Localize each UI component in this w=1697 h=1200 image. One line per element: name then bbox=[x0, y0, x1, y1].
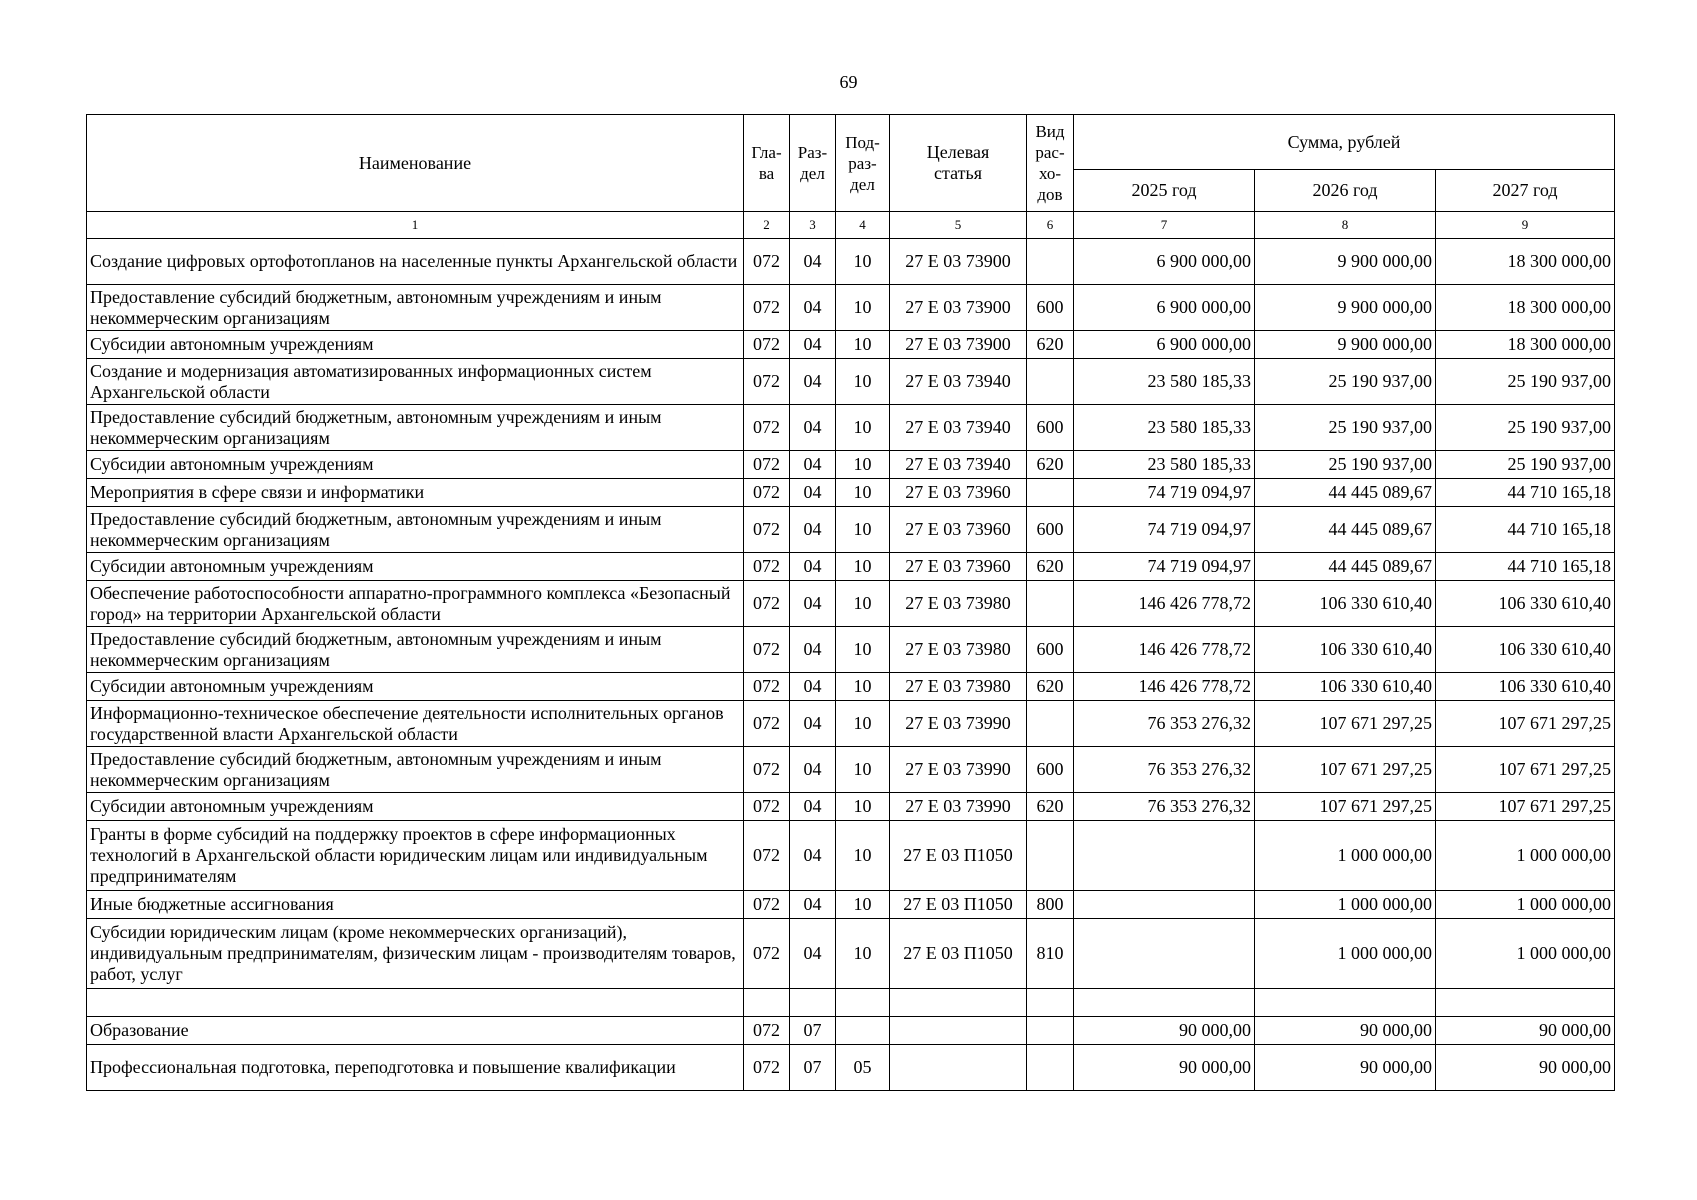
row-chapter: 072 bbox=[744, 821, 790, 891]
row-section: 04 bbox=[790, 627, 836, 673]
row-sum-2026: 106 330 610,40 bbox=[1255, 673, 1436, 701]
row-expense-type: 620 bbox=[1027, 793, 1074, 821]
row-subsection: 10 bbox=[836, 553, 890, 581]
row-sum-2025 bbox=[1074, 919, 1255, 989]
row-sum-2027: 18 300 000,00 bbox=[1436, 239, 1615, 285]
row-sum-2026: 107 671 297,25 bbox=[1255, 701, 1436, 747]
row-subsection: 10 bbox=[836, 239, 890, 285]
header-name: Наименование bbox=[87, 115, 744, 212]
row-expense-type: 600 bbox=[1027, 507, 1074, 553]
row-expense-type: 600 bbox=[1027, 747, 1074, 793]
column-number-row bbox=[87, 212, 1615, 239]
row-sum-2027: 1 000 000,00 bbox=[1436, 891, 1615, 919]
row-chapter: 072 bbox=[744, 627, 790, 673]
row-sum-2025: 74 719 094,97 bbox=[1074, 479, 1255, 507]
column-number: 2 bbox=[744, 212, 790, 239]
column-number: 6 bbox=[1027, 212, 1074, 239]
row-subsection: 10 bbox=[836, 747, 890, 793]
row-name: Предоставление субсидий бюджетным, автономным учреждениям и иным некоммерческим организациям bbox=[87, 747, 744, 793]
row-section bbox=[790, 989, 836, 1017]
row-subsection: 10 bbox=[836, 479, 890, 507]
header-expense-type bbox=[1027, 115, 1074, 212]
header-chapter bbox=[744, 115, 790, 212]
row-sum-2026: 1 000 000,00 bbox=[1255, 821, 1436, 891]
row-sum-2025 bbox=[1074, 821, 1255, 891]
row-section: 04 bbox=[790, 451, 836, 479]
table-row bbox=[87, 451, 1615, 479]
header-year-2026: 2026 год bbox=[1255, 170, 1436, 212]
row-sum-2027: 18 300 000,00 bbox=[1436, 331, 1615, 359]
row-target: 27 Е 03 П1050 bbox=[890, 891, 1027, 919]
row-section: 04 bbox=[790, 793, 836, 821]
column-number: 9 bbox=[1436, 212, 1615, 239]
row-sum-2027: 107 671 297,25 bbox=[1436, 701, 1615, 747]
row-section: 07 bbox=[790, 1017, 836, 1045]
row-sum-2025: 90 000,00 bbox=[1074, 1045, 1255, 1091]
row-sum-2027: 106 330 610,40 bbox=[1436, 627, 1615, 673]
page-number: 69 bbox=[839, 72, 858, 92]
row-sum-2026: 44 445 089,67 bbox=[1255, 507, 1436, 553]
row-target: 27 Е 03 73960 bbox=[890, 479, 1027, 507]
row-sum-2026: 9 900 000,00 bbox=[1255, 239, 1436, 285]
row-sum-2027 bbox=[1436, 989, 1615, 1017]
row-name: Иные бюджетные ассигнования bbox=[87, 891, 744, 919]
row-target: 27 Е 03 73980 bbox=[890, 627, 1027, 673]
row-sum-2025: 76 353 276,32 bbox=[1074, 793, 1255, 821]
row-expense-type: 800 bbox=[1027, 891, 1074, 919]
table-row bbox=[87, 581, 1615, 627]
header-expense-type-line: дов bbox=[1037, 185, 1063, 204]
header-section-line: дел bbox=[800, 164, 825, 183]
table-row bbox=[87, 821, 1615, 891]
row-expense-type: 620 bbox=[1027, 331, 1074, 359]
row-sum-2027: 44 710 165,18 bbox=[1436, 479, 1615, 507]
row-expense-type: 620 bbox=[1027, 451, 1074, 479]
row-subsection: 10 bbox=[836, 821, 890, 891]
row-chapter: 072 bbox=[744, 479, 790, 507]
row-sum-2025 bbox=[1074, 989, 1255, 1017]
row-sum-2026: 9 900 000,00 bbox=[1255, 285, 1436, 331]
row-sum-2025: 146 426 778,72 bbox=[1074, 581, 1255, 627]
table-row bbox=[87, 285, 1615, 331]
row-name: Профессиональная подготовка, переподготовка и повышение квалификации bbox=[87, 1045, 744, 1091]
row-target: 27 Е 03 73960 bbox=[890, 553, 1027, 581]
table-row bbox=[87, 793, 1615, 821]
header-sum: Сумма, рублей bbox=[1074, 115, 1615, 170]
row-target: 27 Е 03 П1050 bbox=[890, 919, 1027, 989]
row-name: Предоставление субсидий бюджетным, автономным учреждениям и иным некоммерческим организациям bbox=[87, 627, 744, 673]
row-section: 04 bbox=[790, 359, 836, 405]
table-row bbox=[87, 1017, 1615, 1045]
row-section: 04 bbox=[790, 239, 836, 285]
row-name: Субсидии автономным учреждениям bbox=[87, 673, 744, 701]
header-subsection-line: раз- bbox=[848, 153, 877, 173]
row-sum-2025 bbox=[1074, 891, 1255, 919]
row-expense-type bbox=[1027, 701, 1074, 747]
row-sum-2027: 25 190 937,00 bbox=[1436, 359, 1615, 405]
table-row bbox=[87, 627, 1615, 673]
row-subsection: 10 bbox=[836, 701, 890, 747]
row-sum-2025: 6 900 000,00 bbox=[1074, 239, 1255, 285]
row-name: Субсидии автономным учреждениям bbox=[87, 451, 744, 479]
header-expense-type-line: Вид bbox=[1035, 122, 1065, 141]
row-chapter: 072 bbox=[744, 359, 790, 405]
row-target bbox=[890, 989, 1027, 1017]
row-name: Субсидии автономным учреждениям bbox=[87, 793, 744, 821]
column-number: 8 bbox=[1255, 212, 1436, 239]
row-subsection: 10 bbox=[836, 793, 890, 821]
row-chapter: 072 bbox=[744, 553, 790, 581]
header-section-line: Раз- bbox=[797, 143, 828, 162]
row-name: Создание цифровых ортофотопланов на населенные пункты Архангельской области bbox=[87, 239, 744, 285]
row-sum-2026: 44 445 089,67 bbox=[1255, 553, 1436, 581]
column-number: 7 bbox=[1074, 212, 1255, 239]
row-target: 27 Е 03 73980 bbox=[890, 673, 1027, 701]
row-chapter: 072 bbox=[744, 507, 790, 553]
row-chapter: 072 bbox=[744, 747, 790, 793]
row-section: 04 bbox=[790, 747, 836, 793]
row-name: Субсидии автономным учреждениям bbox=[87, 331, 744, 359]
row-sum-2027: 106 330 610,40 bbox=[1436, 581, 1615, 627]
row-sum-2026: 106 330 610,40 bbox=[1255, 627, 1436, 673]
row-name: Мероприятия в сфере связи и информатики bbox=[87, 479, 744, 507]
row-name: Гранты в форме субсидий на поддержку проектов в сфере информационных технологий в Архангельской области юридическим лицам или индивидуальным предпринимателям bbox=[87, 821, 744, 891]
row-subsection bbox=[836, 989, 890, 1017]
row-name: Субсидии автономным учреждениям bbox=[87, 553, 744, 581]
row-sum-2025: 90 000,00 bbox=[1074, 1017, 1255, 1045]
row-target: 27 Е 03 73990 bbox=[890, 793, 1027, 821]
row-sum-2025: 74 719 094,97 bbox=[1074, 553, 1255, 581]
row-chapter: 072 bbox=[744, 285, 790, 331]
row-target: 27 Е 03 П1050 bbox=[890, 821, 1027, 891]
row-subsection: 05 bbox=[836, 1045, 890, 1091]
row-sum-2026: 90 000,00 bbox=[1255, 1045, 1436, 1091]
row-sum-2027: 44 710 165,18 bbox=[1436, 553, 1615, 581]
row-target bbox=[890, 1045, 1027, 1091]
row-sum-2026: 44 445 089,67 bbox=[1255, 479, 1436, 507]
row-chapter: 072 bbox=[744, 701, 790, 747]
row-subsection: 10 bbox=[836, 581, 890, 627]
row-sum-2026: 25 190 937,00 bbox=[1255, 359, 1436, 405]
row-name: Образование bbox=[87, 1017, 744, 1045]
row-target: 27 Е 03 73960 bbox=[890, 507, 1027, 553]
row-target bbox=[890, 1017, 1027, 1045]
row-sum-2027: 44 710 165,18 bbox=[1436, 507, 1615, 553]
header-chapter-line: Гла- bbox=[751, 143, 782, 162]
row-sum-2025: 146 426 778,72 bbox=[1074, 673, 1255, 701]
row-sum-2026: 107 671 297,25 bbox=[1255, 747, 1436, 793]
row-expense-type bbox=[1027, 239, 1074, 285]
table-row bbox=[87, 1045, 1615, 1091]
table-row bbox=[87, 989, 1615, 1017]
row-expense-type: 600 bbox=[1027, 285, 1074, 331]
row-expense-type bbox=[1027, 821, 1074, 891]
row-sum-2027: 18 300 000,00 bbox=[1436, 285, 1615, 331]
row-sum-2025: 74 719 094,97 bbox=[1074, 507, 1255, 553]
row-target: 27 Е 03 73990 bbox=[890, 701, 1027, 747]
table-row bbox=[87, 701, 1615, 747]
row-name bbox=[87, 989, 744, 1017]
row-name: Предоставление субсидий бюджетным, автономным учреждениям и иным некоммерческим организациям bbox=[87, 507, 744, 553]
row-sum-2026: 25 190 937,00 bbox=[1255, 451, 1436, 479]
row-sum-2026: 90 000,00 bbox=[1255, 1017, 1436, 1045]
row-chapter: 072 bbox=[744, 581, 790, 627]
row-subsection: 10 bbox=[836, 673, 890, 701]
row-sum-2027: 107 671 297,25 bbox=[1436, 793, 1615, 821]
row-section: 04 bbox=[790, 673, 836, 701]
header-expense-type-line: рас- bbox=[1035, 143, 1065, 162]
row-target: 27 Е 03 73940 bbox=[890, 451, 1027, 479]
row-sum-2026: 9 900 000,00 bbox=[1255, 331, 1436, 359]
header-year-2027: 2027 год bbox=[1436, 170, 1615, 212]
table-row bbox=[87, 891, 1615, 919]
row-chapter: 072 bbox=[744, 1017, 790, 1045]
row-expense-type: 620 bbox=[1027, 553, 1074, 581]
row-expense-type bbox=[1027, 581, 1074, 627]
row-sum-2027: 90 000,00 bbox=[1436, 1045, 1615, 1091]
row-sum-2025: 23 580 185,33 bbox=[1074, 405, 1255, 451]
row-target: 27 Е 03 73940 bbox=[890, 359, 1027, 405]
table-row bbox=[87, 673, 1615, 701]
header-subsection bbox=[836, 115, 890, 212]
row-target: 27 Е 03 73940 bbox=[890, 405, 1027, 451]
row-sum-2027: 107 671 297,25 bbox=[1436, 747, 1615, 793]
row-section: 04 bbox=[790, 581, 836, 627]
row-chapter: 072 bbox=[744, 673, 790, 701]
row-sum-2026: 107 671 297,25 bbox=[1255, 793, 1436, 821]
budget-table bbox=[86, 114, 1615, 1091]
header-chapter-line: ва bbox=[758, 164, 775, 183]
row-expense-type bbox=[1027, 359, 1074, 405]
row-chapter bbox=[744, 989, 790, 1017]
row-sum-2025: 23 580 185,33 bbox=[1074, 451, 1255, 479]
row-section: 04 bbox=[790, 553, 836, 581]
row-sum-2027: 1 000 000,00 bbox=[1436, 821, 1615, 891]
table-row bbox=[87, 553, 1615, 581]
row-section: 04 bbox=[790, 479, 836, 507]
header-target-line: Целевая bbox=[926, 142, 990, 162]
row-name: Обеспечение работоспособности аппаратно-программного комплекса «Безопасный город» на территории Архангельской области bbox=[87, 581, 744, 627]
row-section: 04 bbox=[790, 891, 836, 919]
table-row bbox=[87, 359, 1615, 405]
row-expense-type: 810 bbox=[1027, 919, 1074, 989]
row-chapter: 072 bbox=[744, 451, 790, 479]
row-sum-2025: 76 353 276,32 bbox=[1074, 701, 1255, 747]
row-sum-2027: 1 000 000,00 bbox=[1436, 919, 1615, 989]
row-sum-2026: 1 000 000,00 bbox=[1255, 919, 1436, 989]
table-row bbox=[87, 331, 1615, 359]
row-chapter: 072 bbox=[744, 891, 790, 919]
row-chapter: 072 bbox=[744, 239, 790, 285]
row-chapter: 072 bbox=[744, 331, 790, 359]
row-section: 04 bbox=[790, 285, 836, 331]
column-number: 1 bbox=[87, 212, 744, 239]
row-expense-type: 600 bbox=[1027, 405, 1074, 451]
row-expense-type: 620 bbox=[1027, 673, 1074, 701]
row-expense-type bbox=[1027, 1045, 1074, 1091]
header-expense-type-line: хо- bbox=[1038, 164, 1061, 183]
row-sum-2026 bbox=[1255, 989, 1436, 1017]
header-target bbox=[890, 115, 1027, 212]
row-chapter: 072 bbox=[744, 405, 790, 451]
row-chapter: 072 bbox=[744, 793, 790, 821]
row-sum-2027: 106 330 610,40 bbox=[1436, 673, 1615, 701]
row-target: 27 Е 03 73980 bbox=[890, 581, 1027, 627]
column-number: 4 bbox=[836, 212, 890, 239]
row-subsection: 10 bbox=[836, 285, 890, 331]
row-subsection: 10 bbox=[836, 891, 890, 919]
row-subsection: 10 bbox=[836, 331, 890, 359]
row-sum-2027: 25 190 937,00 bbox=[1436, 405, 1615, 451]
row-section: 04 bbox=[790, 919, 836, 989]
row-sum-2025: 23 580 185,33 bbox=[1074, 359, 1255, 405]
row-subsection: 10 bbox=[836, 919, 890, 989]
row-expense-type bbox=[1027, 1017, 1074, 1045]
row-section: 04 bbox=[790, 507, 836, 553]
row-expense-type bbox=[1027, 989, 1074, 1017]
row-sum-2027: 25 190 937,00 bbox=[1436, 451, 1615, 479]
row-subsection: 10 bbox=[836, 507, 890, 553]
row-target: 27 Е 03 73900 bbox=[890, 285, 1027, 331]
row-section: 04 bbox=[790, 821, 836, 891]
row-target: 27 Е 03 73900 bbox=[890, 239, 1027, 285]
row-subsection: 10 bbox=[836, 359, 890, 405]
row-name: Создание и модернизация автоматизированных информационных систем Архангельской области bbox=[87, 359, 744, 405]
header-year-2025: 2025 год bbox=[1074, 170, 1255, 212]
table-row bbox=[87, 919, 1615, 989]
row-sum-2025: 6 900 000,00 bbox=[1074, 285, 1255, 331]
table-row bbox=[87, 479, 1615, 507]
table-row bbox=[87, 239, 1615, 285]
row-name: Предоставление субсидий бюджетным, автономным учреждениям и иным некоммерческим организациям bbox=[87, 405, 744, 451]
row-section: 04 bbox=[790, 701, 836, 747]
header-subsection-line: дел bbox=[850, 174, 875, 194]
row-chapter: 072 bbox=[744, 1045, 790, 1091]
row-sum-2026: 106 330 610,40 bbox=[1255, 581, 1436, 627]
row-name: Предоставление субсидий бюджетным, автономным учреждениям и иным некоммерческим организациям bbox=[87, 285, 744, 331]
row-sum-2026: 1 000 000,00 bbox=[1255, 891, 1436, 919]
header-section bbox=[790, 115, 836, 212]
row-name: Субсидии юридическим лицам (кроме некоммерческих организаций), индивидуальным предпринимателям, физическим лицам - производителям товаров, работ, услуг bbox=[87, 919, 744, 989]
row-section: 04 bbox=[790, 405, 836, 451]
header-subsection-line: Под- bbox=[845, 132, 880, 152]
row-subsection: 10 bbox=[836, 405, 890, 451]
row-sum-2027: 90 000,00 bbox=[1436, 1017, 1615, 1045]
column-number: 3 bbox=[790, 212, 836, 239]
row-section: 07 bbox=[790, 1045, 836, 1091]
row-expense-type bbox=[1027, 479, 1074, 507]
row-subsection: 10 bbox=[836, 451, 890, 479]
row-target: 27 Е 03 73990 bbox=[890, 747, 1027, 793]
row-subsection: 10 bbox=[836, 627, 890, 673]
row-sum-2026: 25 190 937,00 bbox=[1255, 405, 1436, 451]
column-number: 5 bbox=[890, 212, 1027, 239]
row-sum-2025: 76 353 276,32 bbox=[1074, 747, 1255, 793]
row-sum-2025: 146 426 778,72 bbox=[1074, 627, 1255, 673]
row-expense-type: 600 bbox=[1027, 627, 1074, 673]
table-row bbox=[87, 405, 1615, 451]
row-target: 27 Е 03 73900 bbox=[890, 331, 1027, 359]
row-chapter: 072 bbox=[744, 919, 790, 989]
row-name: Информационно-техническое обеспечение деятельности исполнительных органов государственной власти Архангельской области bbox=[87, 701, 744, 747]
table-row bbox=[87, 747, 1615, 793]
table-row bbox=[87, 507, 1615, 553]
row-section: 04 bbox=[790, 331, 836, 359]
row-subsection bbox=[836, 1017, 890, 1045]
header-target-line: статья bbox=[934, 163, 982, 183]
row-sum-2025: 6 900 000,00 bbox=[1074, 331, 1255, 359]
